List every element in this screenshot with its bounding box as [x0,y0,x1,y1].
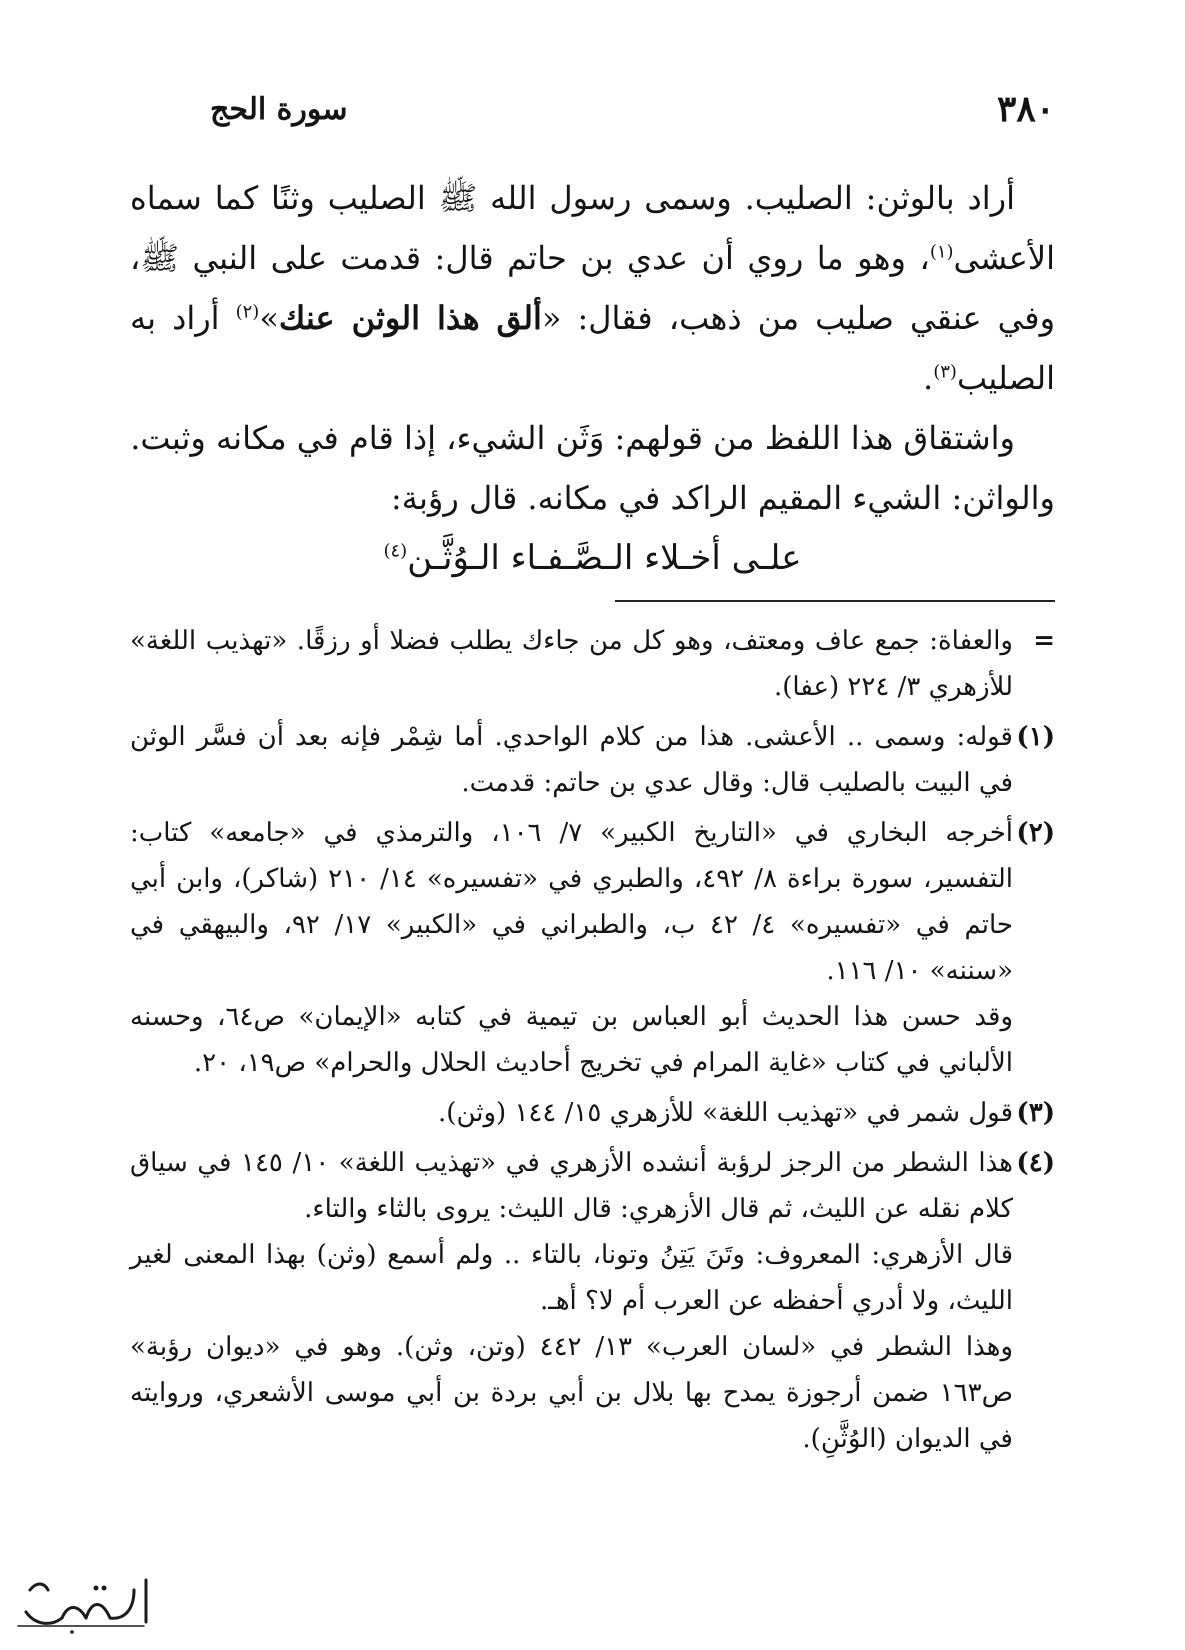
footnote-3-number: (٣) [1016,1098,1055,1128]
continuation-text: والعفاة: جمع عاف ومعتف، وهو كل من جاءك يطلب فضلا أو رزقًا. «تهذيب اللغة» للأزهري ٣/ ٢٢٤ (عفا). [130,626,1013,702]
paragraph-1-part-b: ، وهو ما روي أن عدي بن حاتم قال: قدمت على النبي ﷺ، وفي عنقي صليب من ذهب، فقال: « [130,239,1056,337]
paragraph-2: واشتقاق هذا اللفظ من قولهم: وَثَن الشيء، إذا قام في مكانه وثبت. [130,419,1015,457]
footnote-ref-1: (١) [929,241,954,263]
paragraph-1 [130,168,1055,408]
footnote-2-text-a: أخرجه البخاري في «التاريخ الكبير» ٧/ ١٠٦، والترمذي في «جامعه» كتاب: التفسير، سورة براءة ٨/ ٤٩٢، والطبري في «تفسيره» ١٤/ ٢١٠ (شاكر)، وابن أبي حاتم في «تفسيره» ٤/ ٤٢ ب، والطبراني في «الكبير» ١٧/ ٩٢، والبيهقي في «سننه» ١٠/ ١١٦. [130,818,1014,986]
library-stamp-logo [6,1560,156,1640]
footnote-3 [130,1090,1055,1136]
footnote-4-body [130,1140,1013,1462]
footnote-2-text-b: وقد حسن هذا الحديث أبو العباس بن تيمية في كتابه «الإيمان» ص٦٤، وحسنه الألباني في كتاب «غاية المرام في تخريج أحاديث الحلال والحرام» ص١٩، ٢٠. [130,1002,1014,1078]
footnote-separator [615,600,1055,602]
footnote-4 [130,1140,1055,1462]
footnote-2 [130,810,1055,1086]
verse-text: علـى أخـلاء الـصَّـفـاء الـوُثَّـن [407,538,802,578]
surah-title: سورة الحج [210,92,348,127]
footnote-4-text-b: قال الأزهري: المعروف: وتَنَ يَتِنُ وتونا، بالتاء .. ولم أسمع (وثن) بهذا المعنى لغير الليث، ولا أدري أحفظه عن العرب أم لا؟ أهـ. [130,1240,1013,1316]
paragraph-3: والواثن: الشيء المقيم الراكد في مكانه. قال رؤبة: [391,479,1055,517]
running-head [130,88,1055,138]
footnote-4-number: (٤) [1016,1148,1055,1178]
paragraph-1-part-a: أراد بالوثن: الصليب. وسمى رسول الله ﷺ الصليب وثنًا كما سماه الأعشى [130,179,1055,277]
footnote-4-text-a: هذا الشطر من الرجز لرؤبة أنشده الأزهري في «تهذيب اللغة» ١٠/ ١٤٥ في سياق كلام نقله عن الليث، ثم قال الأزهري: قال الليث: يروى بالثاء والتاء. [130,1148,1014,1224]
footnote-continuation [130,618,1055,710]
page-number: ٣٨٠ [996,88,1055,130]
footnote-ref-3: (٣) [933,361,957,383]
footnote-ref-4: (٤) [383,540,408,562]
main-text [130,168,1055,588]
paragraph-1-part-c: » [259,299,279,337]
footnote-2-body [130,810,1013,1086]
hadith-quote: ألق هذا الوثن عنك [278,299,542,337]
footnote-1-number: (١) [1016,722,1055,752]
continuation-mark: = [1033,626,1055,656]
paragraph-1-part-e: . [923,359,934,397]
footnote-4-text-c: وهذا الشطر في «لسان العرب» ١٣/ ٤٤٢ (وتن، وثن). وهو في «ديوان رؤبة» ص١٦٣ ضمن أرجوزة يمدح بها بلال بن أبي بردة بن أبي موسى الأشعري، وروايته في الديوان (الوُثَّنِ). [130,1332,1013,1454]
footnote-ref-2: (٢) [235,301,260,323]
footnotes [130,618,1055,1466]
footnote-1-text: قوله: وسمى .. الأعشى. هذا من كلام الواحدي. أما شِمْر فإنه بعد أن فسَّر الوثن في البيت بالصليب قال: وقال عدي بن حاتم: قدمت. [130,722,1013,798]
paragraph-1-part-d: أراد به الصليب [130,299,1055,397]
verse-line [130,528,1055,588]
footnote-1 [130,714,1055,806]
footnote-2-number: (٢) [1016,818,1055,848]
footnote-3-text: قول شمر في «تهذيب اللغة» للأزهري ١٥/ ١٤٤ (وثن). [438,1098,1013,1128]
